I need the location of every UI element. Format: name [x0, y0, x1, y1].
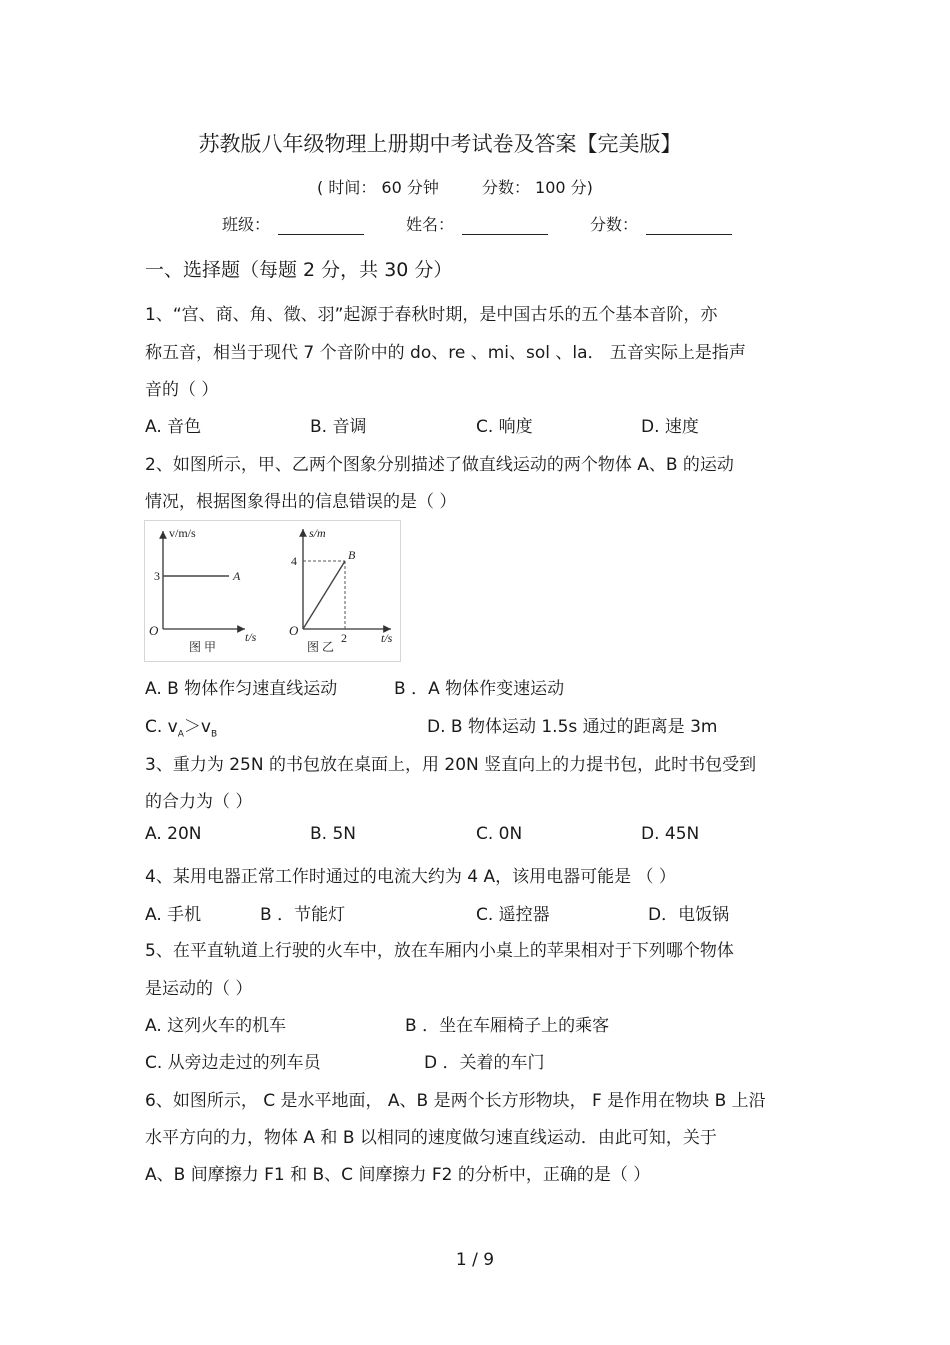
q6-line-1: 6、如图所示， C 是水平地面， A、B 是两个长方形物块， F 是作用在物块 B 上沿 [145, 1091, 766, 1111]
q1-line-1: 1、“宫、商、角、徵、羽”起源于春秋时期，是中国古乐的五个基本音阶，亦 [145, 305, 718, 325]
q5-option-a[interactable]: A. 这列火车的机车 [145, 1016, 287, 1036]
yi-xtick: 2 [341, 631, 347, 645]
q3-line-1: 3、重力为 25N 的书包放在桌面上，用 20N 竖直向上的力提书包，此时书包受到 [145, 755, 757, 775]
q3-option-b[interactable]: B. 5N [310, 824, 357, 844]
class-field[interactable]: 班级： [222, 212, 364, 235]
q2-option-b[interactable]: B ．A 物体作变速运动 [394, 679, 565, 699]
motion-graphs [145, 521, 400, 661]
q3-option-c[interactable]: C. 0N [476, 824, 523, 844]
exam-title: 苏教版八年级物理上册期中考试卷及答案【完美版】 [198, 132, 682, 156]
q2-option-c[interactable]: C. $v_A>v_B$ [145, 717, 218, 740]
q5-line-1: 5、在平直轨道上行驶的火车中，放在车厢内小桌上的苹果相对于下列哪个物体 [145, 941, 734, 961]
q3-line-2: 的合力为（ ） [145, 792, 253, 812]
class-blank[interactable] [278, 218, 364, 235]
q2-line-2: 情况，根据图象得出的信息错误的是（ ） [145, 492, 457, 512]
q1-option-a[interactable]: A. 音色 [145, 417, 202, 437]
section-heading: 一、选择题（每题 2 分，共 30 分） [145, 259, 453, 281]
name-field[interactable]: 姓名： [406, 212, 548, 235]
q5-line-2: 是运动的（ ） [145, 979, 253, 999]
q2-option-a[interactable]: A. B 物体作匀速直线运动 [145, 679, 338, 699]
student-fields [222, 212, 774, 235]
q2-line-1: 2、如图所示，甲、乙两个图象分别描述了做直线运动的两个物体 A、B 的运动 [145, 455, 734, 475]
q5-option-d[interactable]: D ．关着的车门 [424, 1053, 545, 1073]
yi-series-label: B [348, 548, 356, 562]
jia-origin: O [149, 623, 159, 638]
score-blank[interactable] [646, 218, 732, 235]
yi-series-line [303, 561, 345, 629]
q2-figure [144, 520, 401, 662]
yi-caption: 图 乙 [307, 640, 335, 654]
q1-option-d[interactable]: D. 速度 [641, 417, 699, 437]
q5-option-b[interactable]: B ．坐在车厢椅子上的乘客 [405, 1016, 610, 1036]
jia-caption: 图 甲 [189, 640, 217, 654]
q1-option-c[interactable]: C. 响度 [476, 417, 533, 437]
name-blank[interactable] [462, 218, 548, 235]
q4-option-a[interactable]: A. 手机 [145, 905, 202, 925]
q3-option-d[interactable]: D. 45N [641, 824, 700, 844]
q4-option-c[interactable]: C. 遥控器 [476, 905, 550, 925]
yi-origin: O [289, 623, 299, 638]
q6-line-3: A、B 间摩擦力 F1 和 B、C 间摩擦力 F2 的分析中，正确的是（ ） [145, 1165, 651, 1185]
q4-option-d[interactable]: D．电饭锅 [648, 905, 730, 925]
q6-line-2: 水平方向的力，物体 A 和 B 以相同的速度做匀速直线运动．由此可知，关于 [145, 1128, 717, 1148]
score-field[interactable]: 分数： [590, 212, 732, 235]
q5-option-c[interactable]: C. 从旁边走过的列车员 [145, 1053, 321, 1073]
jia-xlabel: t/s [245, 630, 257, 644]
q1-line-2: 称五音，相当于现代 7 个音阶中的 do、re 、mi、sol 、la． 五音实际上是指声 [145, 343, 746, 363]
q3-option-a[interactable]: A. 20N [145, 824, 202, 844]
exam-subtitle [317, 175, 631, 198]
page-number: 1 / 9 [455, 1250, 495, 1270]
q2-option-d[interactable]: D. B 物体运动 1.5s 通过的距离是 3m [427, 717, 718, 737]
jia-ylabel: v/m/s [169, 526, 196, 540]
q1-line-3: 音的（ ） [145, 380, 219, 400]
q4-line-1: 4、某用电器正常工作时通过的电流大约为 4 A，该用电器可能是 （ ） [145, 867, 676, 887]
time-info: ( 时间： 60 分钟 [317, 178, 439, 197]
q1-option-b[interactable]: B. 音调 [310, 417, 367, 437]
score-info: 分数： 100 分) [481, 178, 593, 197]
yi-xlabel: t/s [381, 631, 393, 645]
q4-option-b[interactable]: B ．节能灯 [260, 905, 346, 925]
yi-ylabel: s/m [309, 526, 326, 540]
yi-ytick: 4 [291, 554, 297, 568]
jia-series-label: A [233, 569, 241, 583]
jia-ytick: 3 [154, 569, 160, 583]
